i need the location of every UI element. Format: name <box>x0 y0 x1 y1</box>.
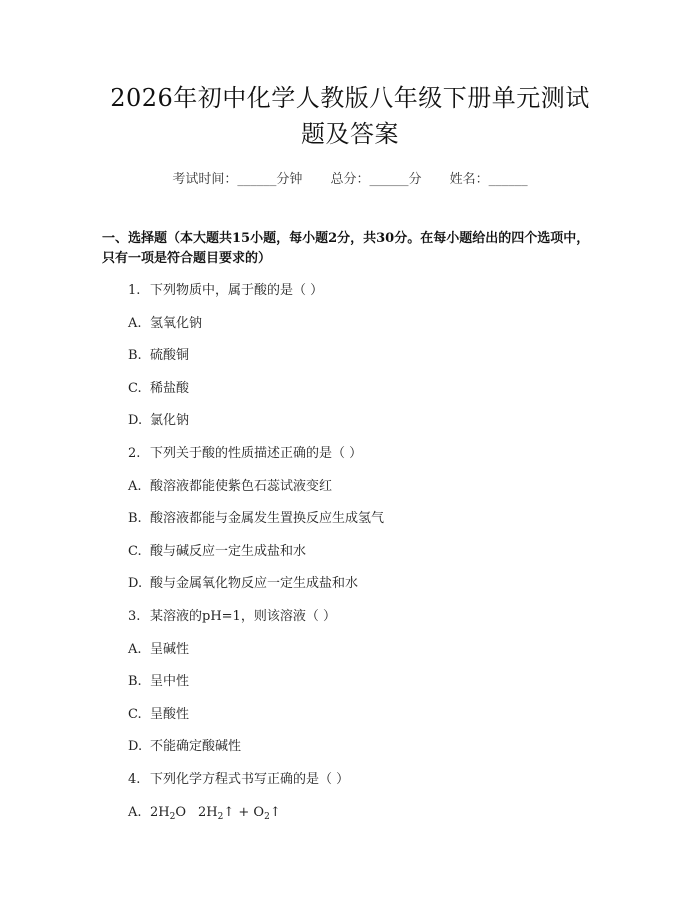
option-label: A. <box>128 804 142 820</box>
equation-term: O <box>175 804 187 820</box>
option-label: D. <box>128 576 143 592</box>
equation-term: ↑ + O <box>223 804 265 820</box>
option-text: 硫酸铜 <box>150 348 190 364</box>
chemical-equation <box>150 805 281 820</box>
option-text: 呈中性 <box>150 674 190 690</box>
question-text: 某溶液的pH=1，则该溶液（ ） <box>150 608 336 624</box>
option-text: 呈酸性 <box>150 706 190 722</box>
option-label: D. <box>128 413 143 429</box>
equation-term: 2H <box>198 804 218 820</box>
question-1-option-d <box>128 411 648 444</box>
question-1-option-c <box>128 379 648 412</box>
question-2-option-a <box>128 477 648 510</box>
option-label: A. <box>128 315 142 331</box>
question-1-stem <box>128 281 648 314</box>
question-2-option-c <box>128 542 648 575</box>
option-text: 酸溶液都能使紫色石蕊试液变红 <box>150 478 333 494</box>
equation-term: 2H <box>150 804 170 820</box>
question-3-stem <box>128 607 648 640</box>
question-number: 2. <box>128 445 141 461</box>
question-list <box>128 281 648 835</box>
option-label: A. <box>128 641 142 657</box>
option-text: 氢氧化钠 <box>150 315 203 331</box>
question-number: 3. <box>128 608 141 624</box>
section-heading-multiple-choice: 一、选择题（本大题共15小题，每小题2分，共30分。在每小题给出的四个选项中，只有一项是符合题目要求的） <box>102 231 590 266</box>
question-number: 1. <box>128 283 141 298</box>
option-label: A. <box>128 478 142 494</box>
question-2-stem <box>128 444 648 477</box>
exam-time-field: 考试时间：______分钟 <box>172 172 303 187</box>
question-2-option-d <box>128 574 648 607</box>
question-4-stem <box>128 770 648 803</box>
total-score-field: 总分：______分 <box>330 172 422 187</box>
question-1-option-b <box>128 346 648 379</box>
exam-info-line <box>0 168 700 187</box>
option-text: 不能确定酸碱性 <box>150 739 242 755</box>
title-line-2: 题及答案 <box>301 120 399 148</box>
question-number: 4. <box>128 771 141 787</box>
option-text: 酸与碱反应一定生成盐和水 <box>150 543 307 559</box>
option-label: B. <box>128 511 142 527</box>
option-label: D. <box>128 739 143 755</box>
option-label: B. <box>128 348 142 364</box>
equation-subscript: 2 <box>169 811 176 822</box>
option-text: 酸溶液都能与金属发生置换反应生成氢气 <box>150 511 385 527</box>
question-4-option-a <box>128 803 648 836</box>
title-line-1: 2026年初中化学人教版八年级下册单元测试 <box>110 84 590 112</box>
option-text: 氯化钠 <box>150 413 190 429</box>
exam-title <box>60 80 640 152</box>
equation-subscript: 2 <box>264 811 270 822</box>
question-3-option-c <box>128 705 648 738</box>
option-label: C. <box>128 380 142 396</box>
option-label: C. <box>128 706 142 722</box>
question-text: 下列化学方程式书写正确的是（ ） <box>150 771 350 787</box>
question-3-option-d <box>128 737 648 770</box>
equation-term: ↑ <box>269 804 281 820</box>
question-2-option-b <box>128 509 648 542</box>
question-3-option-b <box>128 672 648 705</box>
option-label: B. <box>128 674 142 690</box>
option-text: 稀盐酸 <box>150 380 190 396</box>
option-text: 呈碱性 <box>150 641 190 657</box>
question-1-option-a <box>128 314 648 347</box>
option-label: C. <box>128 543 142 559</box>
equation-subscript: 2 <box>217 811 224 822</box>
question-text: 下列物质中，属于酸的是（ ） <box>150 283 324 298</box>
option-text: 酸与金属氧化物反应一定生成盐和水 <box>150 576 359 592</box>
question-text: 下列关于酸的性质描述正确的是（ ） <box>150 445 363 461</box>
student-name-field: 姓名：______ <box>449 172 528 187</box>
question-3-option-a <box>128 640 648 673</box>
